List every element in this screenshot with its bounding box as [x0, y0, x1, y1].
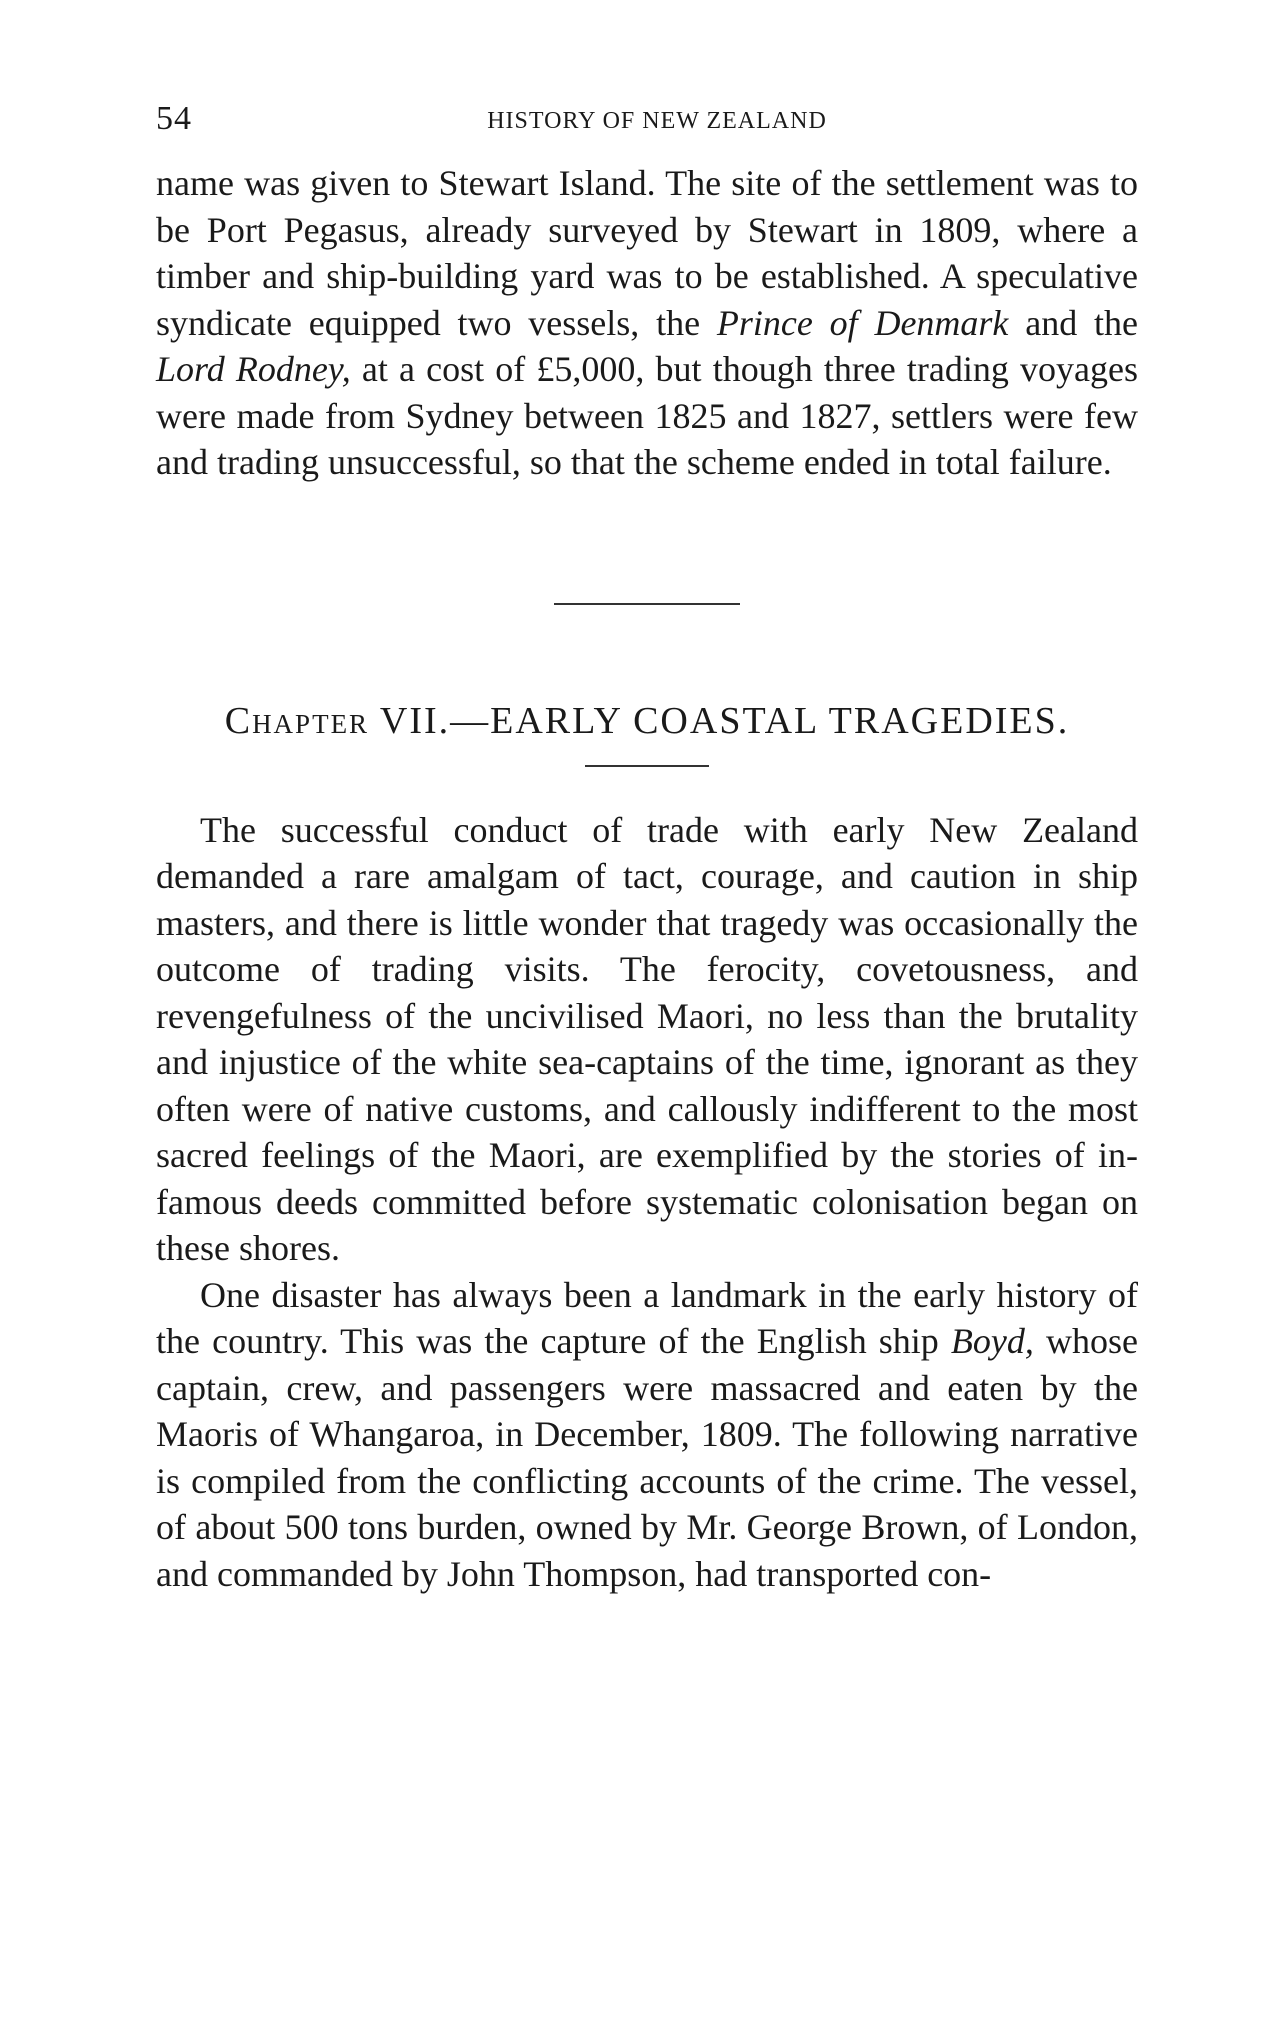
paragraph-text: One disaster has always been a landmark in the early history of the country. This was the capture of the English ship	[156, 1274, 1138, 1361]
ship-name-boyd: Boyd,	[950, 1321, 1034, 1361]
paragraph-stewart-island	[156, 160, 1138, 486]
paragraph-text: and the	[1008, 302, 1138, 343]
paragraph-text: at a cost of £5,000, but though three trading voyages were made from Sydney between 1825 and 1827, settlers were few and trading unsuccessful, so that the scheme ended in total failure.	[156, 349, 1139, 482]
chapter-divider	[585, 765, 709, 767]
book-page	[156, 100, 1138, 1597]
section-divider	[554, 603, 740, 605]
running-title: HISTORY OF NEW ZEALAND	[487, 108, 827, 134]
chapter-heading	[156, 699, 1138, 743]
chapter-label-initial: C	[224, 699, 253, 742]
running-head	[156, 100, 1138, 160]
paragraph-text: name was given to Stewart Island. The site of the settlement was to be Port Pegasus, already surveyed by Stewart in 1809, where a timber and ship-building yard was to be established. A speculative syndicate equipped two vessels, the	[156, 163, 1138, 343]
chapter-title: VII.—EARLY COASTAL TRAGEDIES.	[369, 699, 1070, 742]
paragraph-boyd-disaster	[156, 1272, 1138, 1598]
chapter-label-rest: HAPTER	[252, 708, 370, 739]
page-number: 54	[156, 100, 192, 137]
paragraph-trade-conduct: The successful conduct of trade with early New Zealand demanded a rare amalgam of tact, courage, and caution in ship masters, and there is little wonder that tragedy was occasionally the outcome of trading visits. The ferocity, covetousness, and revengefulness of the uncivilised Maori, no less than the brutality and injustice of the white sea-captains of the time, ignorant as they often were of native customs, and callously indifferent to the most sacred feelings of the Maori, are exemplified by the stories of infamous deeds committed before systematic colonisation began on these shores.	[156, 809, 1138, 1268]
ship-name-lord-rodney: Lord Rodney,	[156, 349, 351, 389]
paragraph-text: whose captain, crew, and passengers were massacred and eaten by the Maoris of Whangaroa, in December, 1809. The following narrative is compiled from the conflicting accounts of the crime. The vessel, of about 500 tons burden, owned by Mr. George Brown, of London, and commanded by John Thompson, had transported con-	[156, 1321, 1138, 1594]
ship-name-prince-of-denmark: Prince of Denmark	[716, 302, 1009, 343]
